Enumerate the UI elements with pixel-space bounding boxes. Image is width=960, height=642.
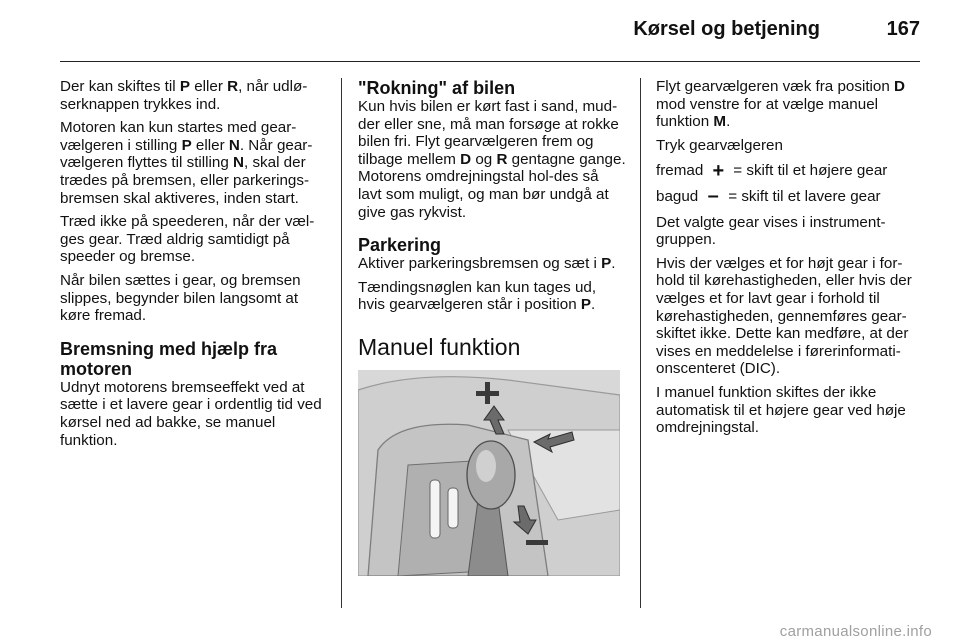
shift-down-row: bagud – = skift til et lavere gear xyxy=(656,185,881,208)
paragraph-engine-braking: Udnyt motorens bremseeffekt ved at sætte i et lavere gear i ordentlig tid ved kørsel ned ad bakke, se manuel funktion. xyxy=(60,378,322,449)
gear-selector-illustration xyxy=(358,370,620,576)
heading-parking: Parkering xyxy=(358,235,442,256)
watermark: carmanualsonline.info xyxy=(779,623,932,640)
gear-selector-drawing xyxy=(358,370,620,576)
paragraph-gear-display: Det valgte gear vises i instrument-gruppen. xyxy=(656,213,886,249)
heading-manual-mode: Manuel funktion xyxy=(358,333,521,360)
page-header xyxy=(60,0,920,62)
paragraph-key-removal: Tændingsnøglen kan kun tages ud, hvis gearvælgeren står i position P. xyxy=(358,278,597,314)
plus-icon: + xyxy=(712,159,725,182)
paragraph-gear-reject: Hvis der vælges et for højt gear i for-hold til kørehastigheden, eller hvis der vælges et for lavt gear i forhold til kørehastigheden, gennemføres gear-skiftet ikke. Dette kan medføre, at der vises en meddelelse i førerinformati-onscenteret (DIC). xyxy=(656,254,912,378)
paragraph-no-accelerator: Træd ikke på speederen, når der væl-ges gear. Træd aldrig samtidigt på speeder og bremse. xyxy=(60,213,315,266)
header-title: Kørsel og betjening xyxy=(633,18,820,40)
paragraph-shift-release: Der kan skiftes til P eller R, når udlø-serknappen trykkes ind. xyxy=(60,78,308,113)
column-divider-1 xyxy=(341,78,342,608)
minus-icon xyxy=(526,540,548,545)
paragraph-select-manual: Flyt gearvælgeren væk fra position D mod venstre for at vælge manuel funktion M. xyxy=(656,78,906,131)
paragraph-engine-start: Motoren kan kun startes med gear-vælgeren i stilling P eller N. Når gear-vælgeren flyttes til stilling N, skal der trædes på bremsen, eller parkerings-bremsen skal aktiveres, inden start. xyxy=(60,119,313,207)
column-3 xyxy=(656,78,926,443)
minus-icon: – xyxy=(707,185,719,208)
page-number: 167 xyxy=(886,18,920,40)
footer xyxy=(0,624,960,642)
paragraph-parking: Aktiver parkeringsbremsen og sæt i P. xyxy=(358,255,616,273)
shift-up-row: fremad + = skift til et højere gear xyxy=(656,159,888,182)
column-divider-2 xyxy=(640,78,641,608)
heading-rocking: "Rokning" af bilen xyxy=(358,78,516,98)
paragraph-press-selector: Tryk gearvælgeren xyxy=(656,136,783,154)
column-2 xyxy=(358,78,626,576)
column-1 xyxy=(60,78,328,455)
paragraph-creep: Når bilen sættes i gear, og bremsen slippes, begynder bilen langsomt at køre fremad. xyxy=(60,271,301,325)
paragraph-rocking: Kun hvis bilen er kørt fast i sand, mud-der eller sne, må man forsøge at rokke bilen fri. Flyt gearvælgeren frem og tilbage mellem D og R gentagne gange. Motorens omdrejningstal hol-des så lavt som muligt, og man bør undgå at give gas rykvist. xyxy=(358,98,626,221)
heading-engine-braking: Bremsning med hjælp fra motoren xyxy=(60,338,278,379)
paragraph-no-auto-upshift: I manuel funktion skiftes der ikke automatisk til et højere gear ved høje omdrejningstal. xyxy=(656,383,906,437)
